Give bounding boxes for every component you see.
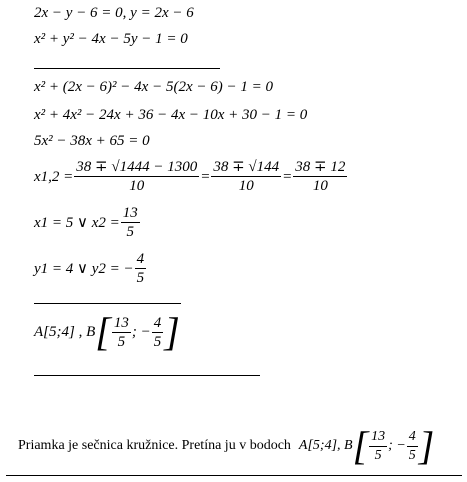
pointB-num-1: 13 bbox=[113, 314, 129, 331]
y2-num: 4 bbox=[136, 251, 145, 267]
pointB-frac-1 bbox=[112, 314, 131, 351]
divider-3 bbox=[34, 375, 260, 376]
conclusion-num-1: 13 bbox=[369, 428, 387, 447]
eq3-text: x² + (2x − 6)² − 4x − 5(2x − 6) − 1 = 0 bbox=[34, 79, 273, 95]
divider-2 bbox=[34, 303, 181, 304]
divider-1 bbox=[34, 68, 220, 69]
conclusion-text: Priamka je sečnica kružnice. Pretína ju v bodoch bbox=[18, 438, 291, 453]
x12-lhs: x1,2 = bbox=[34, 168, 74, 185]
equals-1: = bbox=[200, 168, 211, 185]
conclusion-num-2: 4 bbox=[407, 428, 418, 447]
y-solutions-text: y1 = 4 ∨ y2 = − bbox=[34, 260, 134, 277]
fraction-1-num: 38 ∓ √1444 − 1300 bbox=[76, 159, 198, 175]
conclusion-bracket-left: [ bbox=[352, 423, 369, 468]
conclusion-den-2: 5 bbox=[408, 447, 416, 463]
y-solutions-line bbox=[34, 250, 147, 287]
conclusion-bracket-right: ] bbox=[418, 423, 435, 468]
equals-2: = bbox=[282, 168, 293, 185]
conclusion-separator: ; − bbox=[388, 438, 406, 453]
fraction-3-den: 10 bbox=[312, 178, 328, 194]
fraction-1 bbox=[74, 158, 199, 195]
quadratic-formula-line bbox=[34, 158, 348, 195]
fraction-2-den: 10 bbox=[238, 178, 254, 194]
equation-line-5 bbox=[34, 132, 150, 150]
fraction-3-num: 38 ∓ 12 bbox=[295, 159, 346, 175]
pointB-separator: ; − bbox=[131, 324, 151, 340]
pointB-frac-2 bbox=[152, 314, 164, 351]
eq1-text: 2x − y − 6 = 0, y = 2x − 6 bbox=[34, 5, 194, 21]
conclusion-frac-2 bbox=[407, 428, 418, 465]
conclusion-den-1: 5 bbox=[374, 447, 382, 463]
points-line bbox=[34, 309, 180, 354]
conclusion-point-prefix: A[5;4], B bbox=[298, 438, 353, 453]
x-solutions-line bbox=[34, 204, 141, 241]
x-solutions-text: x1 = 5 ∨ x2 = bbox=[34, 214, 120, 231]
conclusion-frac-1 bbox=[369, 428, 387, 465]
pointB-num-2: 4 bbox=[153, 314, 162, 331]
points-prefix: A[5;4] , B bbox=[34, 324, 96, 340]
eq4-text: x² + 4x² − 24x + 36 − 4x − 10x + 30 − 1 = 0 bbox=[34, 107, 308, 123]
bracket-right: ] bbox=[164, 309, 180, 354]
eq5-text: 5x² − 38x + 65 = 0 bbox=[34, 133, 150, 149]
fraction-3 bbox=[293, 158, 347, 195]
y2-den: 5 bbox=[136, 270, 145, 286]
pointB-den-2: 5 bbox=[153, 333, 162, 350]
equation-line-3 bbox=[34, 78, 273, 96]
bracket-left: [ bbox=[95, 309, 111, 354]
fraction-2 bbox=[211, 158, 281, 195]
pointB-den-1: 5 bbox=[117, 333, 126, 350]
eq2-text: x² + y² − 4x − 5y − 1 = 0 bbox=[34, 31, 188, 47]
conclusion-line bbox=[18, 423, 435, 468]
equation-line-1 bbox=[34, 4, 194, 22]
equation-line-2 bbox=[34, 30, 188, 48]
x2-num: 13 bbox=[122, 205, 138, 221]
fraction-1-den: 10 bbox=[129, 178, 145, 194]
equation-line-4 bbox=[34, 106, 307, 124]
fraction-2-num: 38 ∓ √144 bbox=[213, 159, 280, 175]
y2-fraction bbox=[135, 250, 147, 287]
bottom-rule bbox=[6, 475, 462, 476]
x2-den: 5 bbox=[126, 224, 135, 240]
x2-fraction bbox=[121, 204, 140, 241]
